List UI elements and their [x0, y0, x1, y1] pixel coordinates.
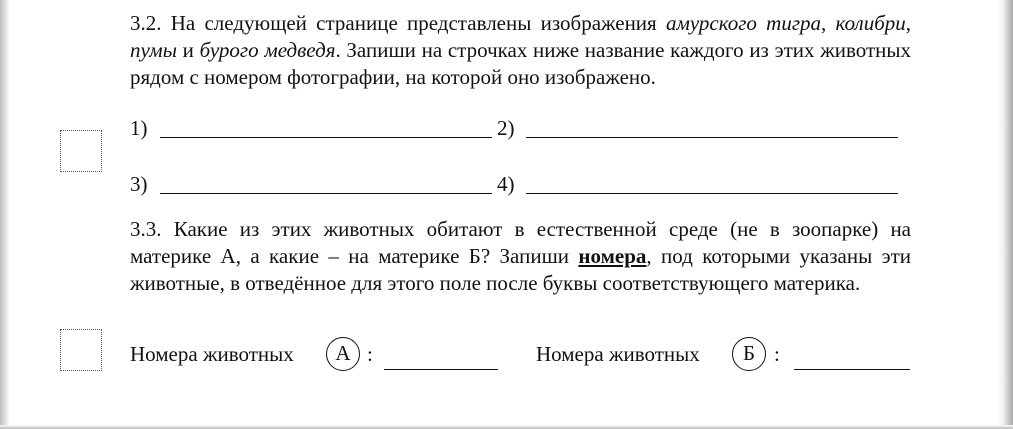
task-3-2-text — [130, 10, 911, 91]
answer-line-3[interactable] — [160, 193, 492, 194]
emphasis-numbers: номера — [578, 244, 647, 268]
answer-label-4: 4) — [497, 172, 515, 196]
separator: , — [821, 11, 836, 35]
separator: , — [905, 11, 912, 35]
page-shadow-left — [0, 0, 10, 429]
continent-a-circle: А — [326, 337, 360, 371]
task-3-2-intro: На следующей странице представлены изображения — [161, 11, 666, 35]
puma-term: пумы — [130, 38, 177, 62]
task-3-2-instruction: . Запиши на строчках ниже название каждого из этих животных рядом с номером фотографии, на которой оно изображено. — [130, 38, 911, 89]
answer-line-1[interactable] — [160, 137, 492, 138]
field-b-label: Номера животных — [536, 342, 700, 366]
continent-b-circle: Б — [732, 337, 766, 371]
hummingbird-term: колибри — [835, 11, 906, 35]
field-a-colon: : — [367, 342, 373, 366]
conjunction: и — [176, 38, 200, 62]
task-3-3-number: 3.3. — [130, 217, 162, 241]
task-3-3-intro: Какие из этих животных обитают в естественной среде (не в зоопарке) на материке А, а какие – на материке Б? Запиши — [130, 217, 911, 268]
bear-term: бурого медведя — [199, 38, 336, 62]
field-b-colon: : — [774, 342, 780, 366]
answer-line-2[interactable] — [526, 137, 898, 138]
task-3-2-number: 3.2. — [130, 11, 162, 35]
score-box-3-2[interactable] — [60, 130, 102, 172]
answer-label-1: 1) — [130, 116, 148, 140]
task-3-3-instruction: , под которыми указаны эти животные, в отведённое для этого поле после буквы соответствующего материка. — [130, 244, 911, 295]
field-a-label: Номера животных — [130, 342, 294, 366]
page-shadow-right — [997, 0, 1013, 429]
field-b-answer-line[interactable] — [794, 369, 910, 370]
answer-label-3: 3) — [130, 172, 148, 196]
answer-label-2: 2) — [497, 116, 515, 140]
tiger-term: амурского тигра — [665, 11, 822, 35]
task-3-3-text — [130, 216, 911, 297]
score-box-3-3[interactable] — [60, 329, 102, 371]
answer-line-4[interactable] — [526, 193, 898, 194]
field-a-answer-line[interactable] — [384, 369, 498, 370]
page-shadow-bottom — [0, 425, 1013, 429]
